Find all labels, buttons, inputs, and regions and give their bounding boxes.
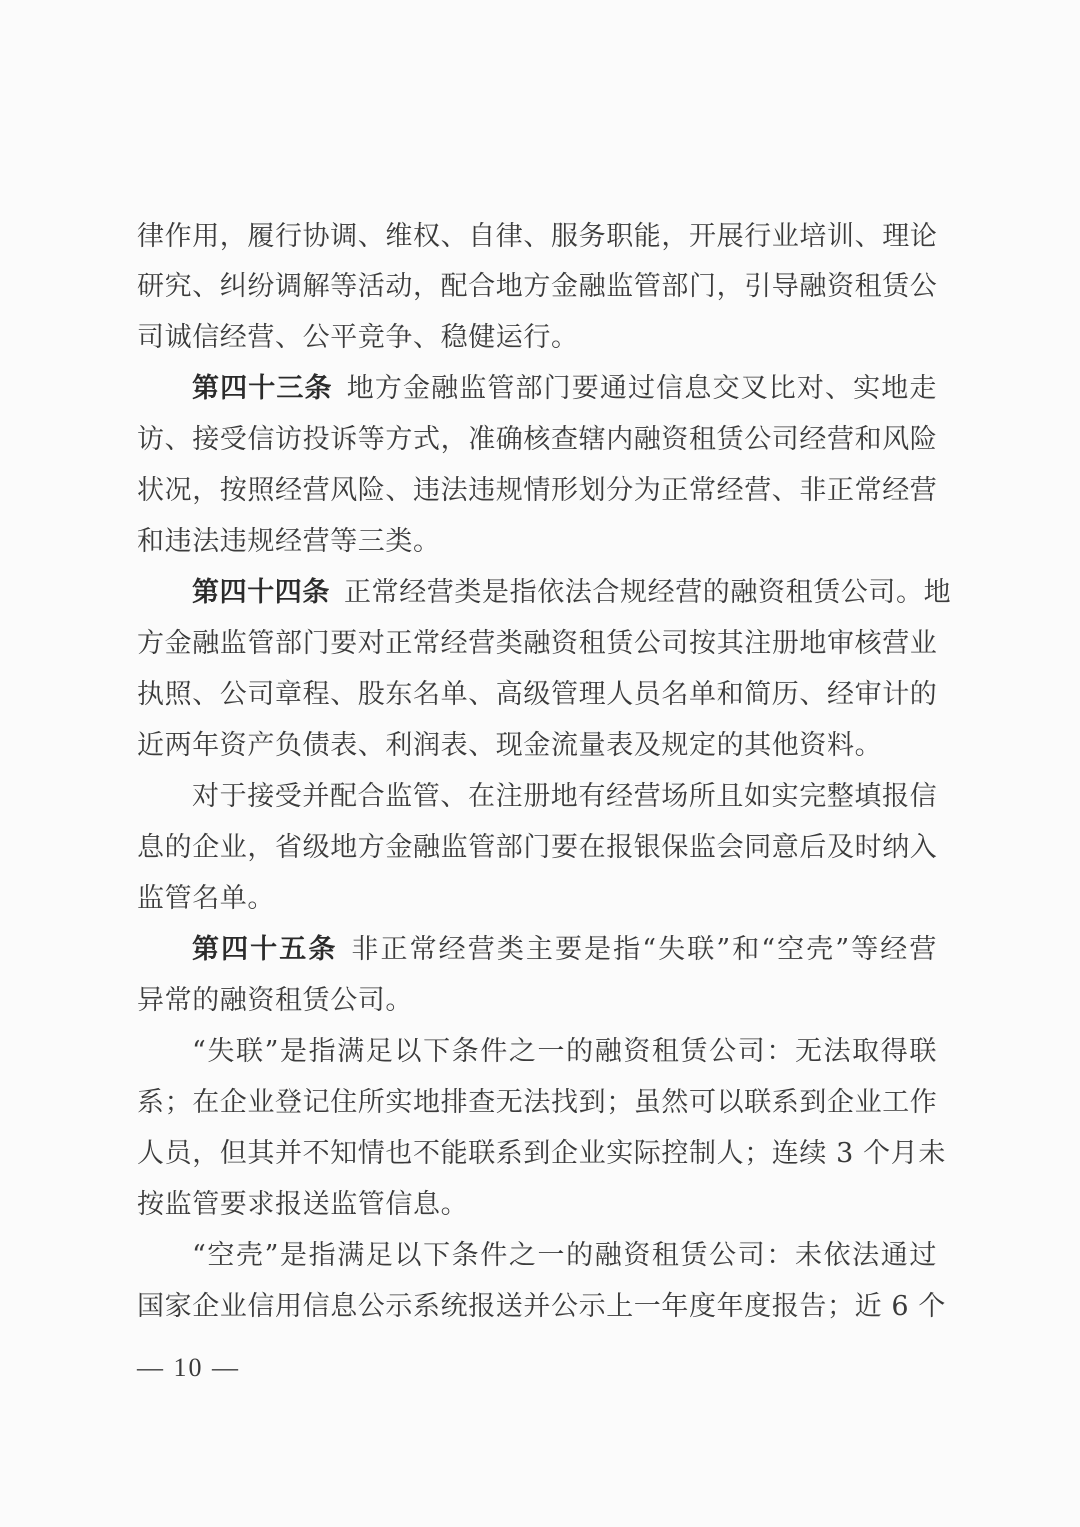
text-line: 状况，按照经营风险、违法违规情形划分为正常经营、非正常经营 — [137, 475, 938, 506]
text-line: 人员，但其并不知情也不能联系到企业实际控制人；连续 3 个月未 — [137, 1138, 946, 1169]
article-45-heading: 第四十五条 — [192, 934, 338, 965]
text-line: 系；在企业登记住所实地排查无法找到；虽然可以联系到企业工作 — [137, 1087, 938, 1118]
text-line: 和违法违规经营等三类。 — [137, 526, 441, 557]
text-line: 正常经营类是指依法合规经营的融资租赁公司。地 — [344, 577, 952, 608]
text-line: 监管名单。 — [137, 883, 275, 914]
text-line: “空壳”是指满足以下条件之一的融资租赁公司：未依法通过 — [192, 1240, 937, 1271]
text-line: 司诚信经营、公平竞争、稳健运行。 — [137, 322, 579, 353]
article-44-heading: 第四十四条 — [192, 577, 330, 608]
text-line: 国家企业信用信息公示系统报送并公示上一年度年度报告；近 6 个 — [137, 1291, 946, 1322]
text-line: 方金融监管部门要对正常经营类融资租赁公司按其注册地审核营业 — [137, 628, 938, 659]
text-line: 执照、公司章程、股东名单、高级管理人员名单和简历、经审计的 — [137, 679, 938, 710]
text-line: 对于接受并配合监管、在注册地有经营场所且如实完整填报信 — [192, 781, 938, 812]
text-line: 近两年资产负债表、利润表、现金流量表及规定的其他资料。 — [137, 730, 883, 761]
text-line: 息的企业，省级地方金融监管部门要在报银保监会同意后及时纳入 — [137, 832, 938, 863]
text-line: 按监管要求报送监管信息。 — [137, 1189, 469, 1220]
text-line: 非正常经营类主要是指“失联”和“空壳”等经营 — [351, 934, 937, 965]
article-43-line — [137, 369, 937, 409]
text-line: 研究、纠纷调解等活动，配合地方金融监管部门，引导融资租赁公 — [137, 271, 938, 302]
text-line: 地方金融监管部门要通过信息交叉比对、实地走 — [346, 373, 937, 404]
text-line: “失联”是指满足以下条件之一的融资租赁公司：无法取得联 — [192, 1036, 937, 1067]
text-line: 律作用，履行协调、维权、自律、服务职能，开展行业培训、理论 — [137, 221, 938, 252]
article-45-line — [137, 930, 937, 970]
text-line: 访、接受信访投诉等方式，准确核查辖内融资租赁公司经营和风险 — [137, 424, 938, 455]
article-43-heading: 第四十三条 — [192, 373, 333, 404]
article-44-line — [137, 573, 952, 613]
text-line: 异常的融资租赁公司。 — [137, 985, 413, 1016]
page-number: — 10 — — [137, 1353, 240, 1382]
